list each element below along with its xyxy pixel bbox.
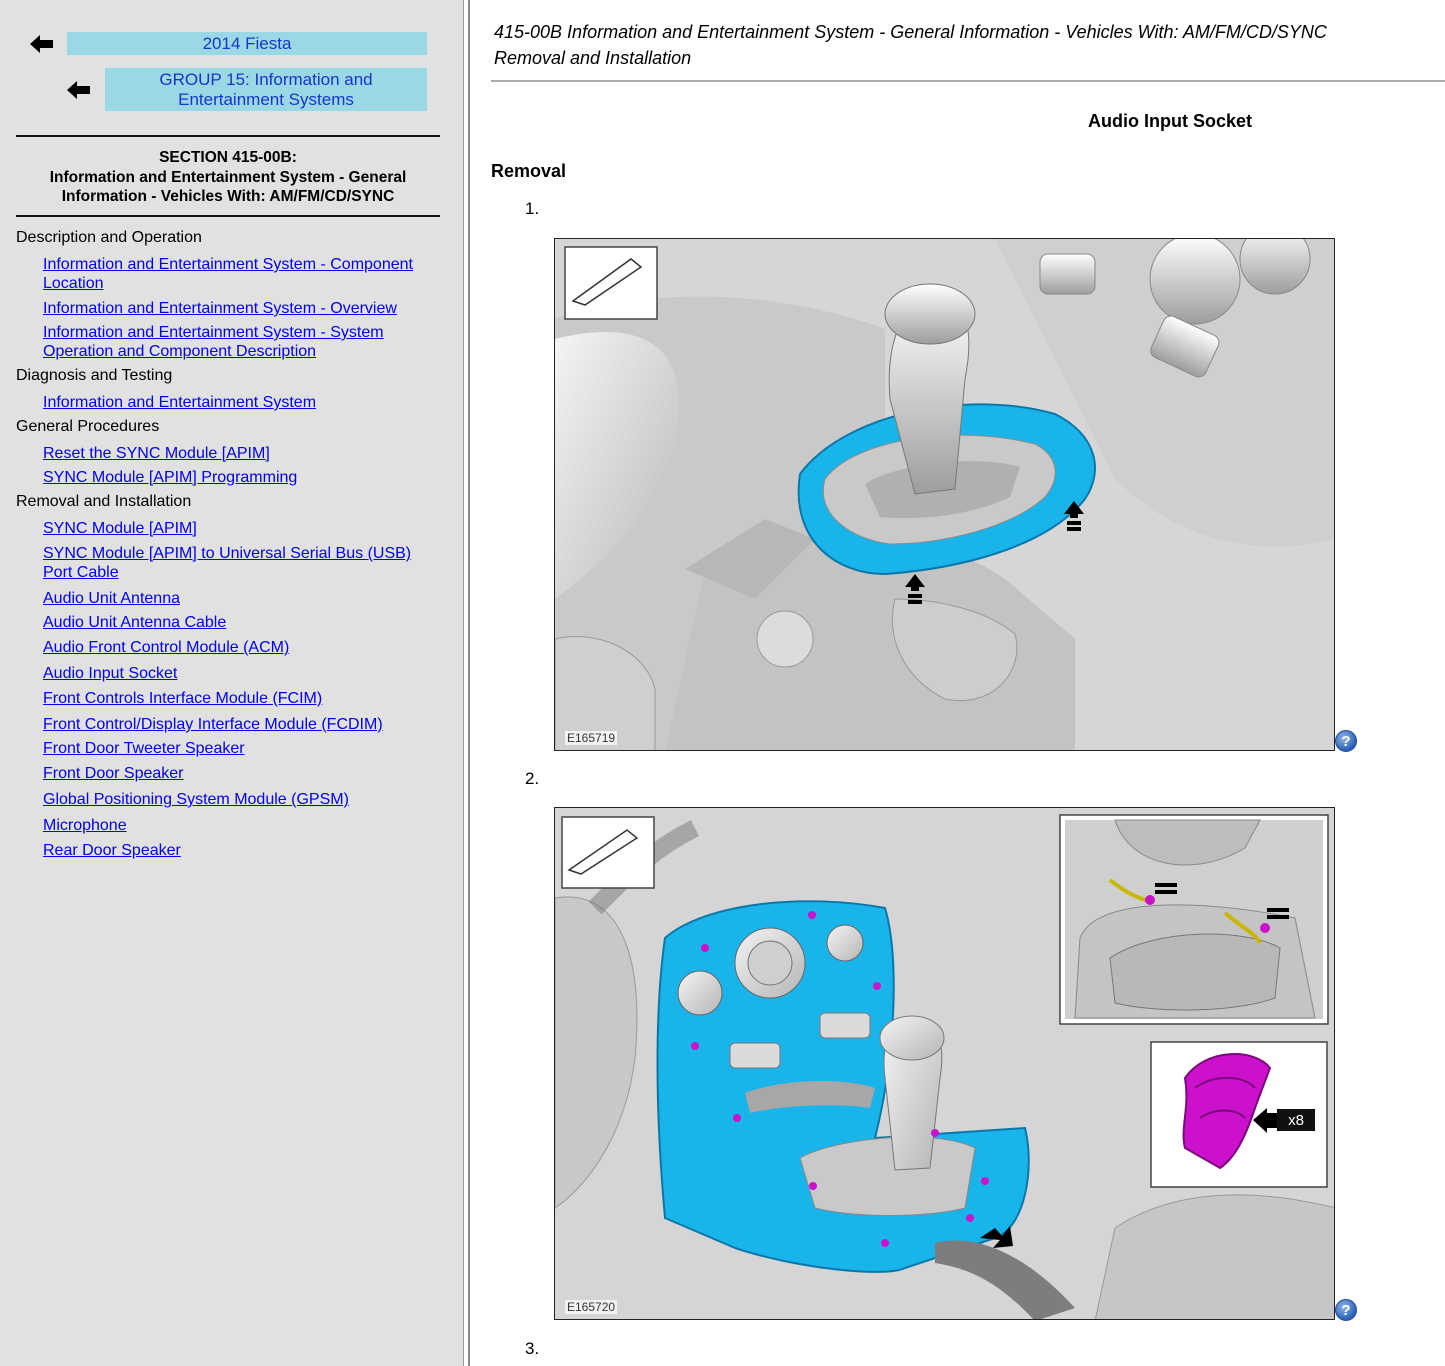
toc-link[interactable]: Audio Input Socket <box>43 665 178 682</box>
pane-splitter[interactable] <box>463 0 470 1366</box>
vehicle-link[interactable]: 2014 Fiesta <box>67 32 427 55</box>
sidebar <box>0 0 463 1366</box>
toc-link[interactable]: Information and Entertainment System - System Operation and Component Description <box>43 324 384 360</box>
removal-heading: Removal <box>491 161 567 181</box>
step-number: 1. <box>525 199 540 218</box>
category-removal-installation: Removal and Installation <box>16 493 192 510</box>
document-header: 415-00B Information and Entertainment System - General Information - Vehicles With: AM/FM/CD/SYNC Removal and Installation <box>494 22 1327 68</box>
toc-link[interactable]: Audio Unit Antenna <box>43 590 180 607</box>
header-rule <box>491 80 1445 82</box>
divider-line <box>16 135 440 137</box>
toc-link[interactable]: Front Control/Display Interface Module (FCDIM) <box>43 716 383 733</box>
help-icon[interactable]: ? <box>1335 730 1357 752</box>
toc-link[interactable]: Front Controls Interface Module (FCIM) <box>43 690 323 707</box>
category-description-operation: Description and Operation <box>16 229 202 246</box>
console-illustration <box>555 808 1335 1320</box>
console-illustration <box>555 239 1335 751</box>
help-icon[interactable]: ? <box>1335 1299 1357 1321</box>
toc-link[interactable]: Front Door Tweeter Speaker <box>43 740 245 757</box>
figure-id: E165720 <box>567 1300 616 1314</box>
toc-link[interactable]: SYNC Module [APIM] <box>43 520 197 537</box>
figure-step-2 <box>554 807 1335 1320</box>
toc-link[interactable]: Microphone <box>43 817 127 834</box>
figure-id: E165719 <box>567 731 616 745</box>
toc-link[interactable]: Information and Entertainment System - Component Location <box>43 256 413 292</box>
toc-link[interactable]: Audio Front Control Module (ACM) <box>43 639 290 656</box>
procedure-title: Audio Input Socket <box>1088 111 1252 131</box>
clip-count-label: x8 <box>1288 1112 1304 1129</box>
toc-link[interactable]: Front Door Speaker <box>43 765 184 782</box>
toc-link[interactable]: Reset the SYNC Module [APIM] <box>43 445 270 462</box>
toc-link[interactable]: Global Positioning System Module (GPSM) <box>43 791 349 808</box>
step-number: 3. <box>525 1339 540 1358</box>
toc-link[interactable]: Information and Entertainment System - Overview <box>43 300 397 317</box>
connector-detail-inset <box>1060 815 1328 1024</box>
category-diagnosis-testing: Diagnosis and Testing <box>16 367 173 384</box>
category-general-procedures: General Procedures <box>16 418 160 435</box>
toc-link[interactable]: Audio Unit Antenna Cable <box>43 614 227 631</box>
step-number: 2. <box>525 769 540 788</box>
divider-line <box>16 215 440 217</box>
figure-step-1 <box>554 238 1335 751</box>
toc-link[interactable]: SYNC Module [APIM] to Universal Serial Bus (USB) Port Cable <box>43 545 412 581</box>
toc-link[interactable]: Information and Entertainment System <box>43 394 317 411</box>
vehicle-nav <box>30 32 427 55</box>
section-title: SECTION 415-00B: Information and Entertainment System - General Information - Vehicles With: AM/FM/CD/SYNC <box>49 149 407 205</box>
toc-link[interactable]: Rear Door Speaker <box>43 842 181 859</box>
group-nav <box>67 68 427 111</box>
tool-inset <box>562 817 654 888</box>
back-arrow-icon[interactable] <box>67 81 91 99</box>
toc-link[interactable]: SYNC Module [APIM] Programming <box>43 469 298 486</box>
group-link[interactable]: GROUP 15: Information and Entertainment Systems <box>105 68 427 111</box>
tool-inset <box>565 247 657 319</box>
back-arrow-icon[interactable] <box>30 35 54 53</box>
